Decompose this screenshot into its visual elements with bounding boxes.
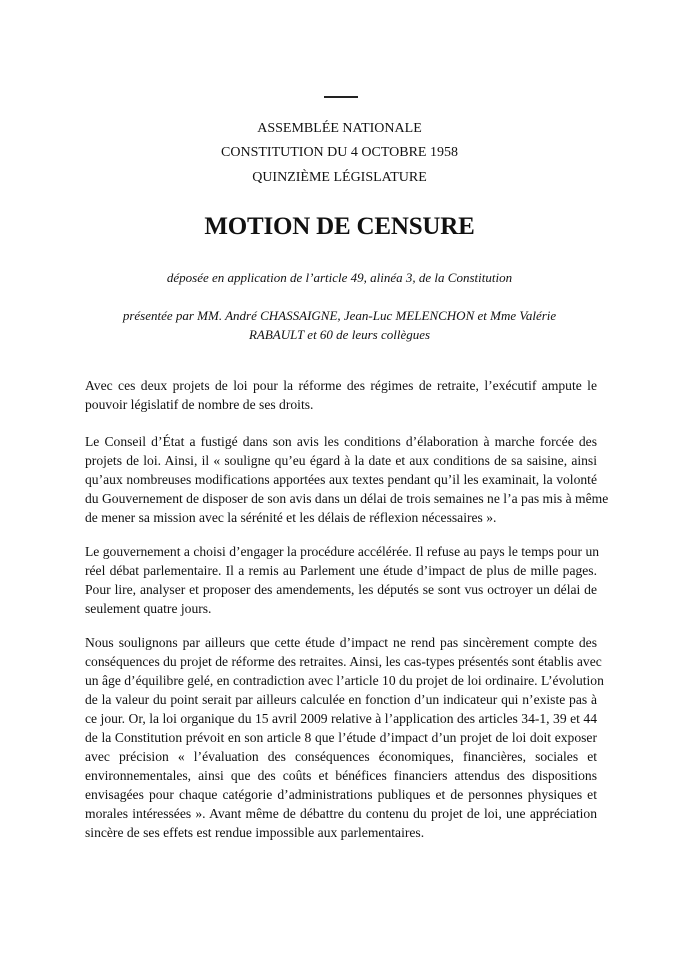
paragraph-4-line: sincère de ses effets est rendue impossible aux parlementaires. <box>85 825 425 840</box>
paragraph-2-line: projets de loi. Ainsi, il « souligne qu’eu égard à la date et aux conditions de sa saisine, ainsi <box>85 453 597 468</box>
paragraph-4-line: envisagées pour chaque catégorie d’administrations publiques et de personnes physiques et <box>85 787 597 802</box>
paragraph-3-line: Pour lire, analyser et proposer des amendements, les députés se sont vus octroyer un délai de <box>85 582 597 597</box>
document-subtitle: déposée en application de l’article 49, alinéa 3, de la Constitution <box>166 270 513 285</box>
paragraph-3-line: réel débat parlementaire. Il a remis au Parlement une étude d’impact de plus de mille pages. <box>85 563 597 578</box>
header-assembly: ASSEMBLÉE NATIONALE <box>257 121 422 136</box>
paragraph-2-line: de mener sa mission avec la sérénité et les délais de réflexion nécessaires ». <box>85 510 497 525</box>
paragraph-3-line: Le gouvernement a choisi d’engager la procédure accélérée. Il refuse au pays le temps pour un <box>85 544 600 559</box>
presenters-line-1: présentée par MM. André CHASSAIGNE, Jean-Luc MELENCHON et Mme Valérie <box>122 308 557 323</box>
paragraph-4-line: Nous soulignons par ailleurs que cette étude d’impact ne rend pas sincèrement compte des <box>85 635 597 650</box>
paragraph-1-line: pouvoir législatif de nombre de ses droits. <box>85 397 314 412</box>
paragraph-3-line: seulement quatre jours. <box>85 601 212 616</box>
document-title: MOTION DE CENSURE <box>204 213 475 240</box>
header-constitution: CONSTITUTION DU 4 OCTOBRE 1958 <box>221 145 458 160</box>
paragraph-4-line: ce jour. Or, la loi organique du 15 avril 2009 relative à l’application des articles 34-1, 39 et 44 <box>85 711 597 726</box>
paragraph-4-line: de la Constitution prévoit en son article 8 que l’étude d’impact d’un projet de loi doit exposer <box>85 730 597 745</box>
paragraph-4-line: morales intéressées ». Avant même de débattre du contenu du projet de loi, une appréciation <box>85 806 597 821</box>
paragraph-4-line: conséquences du projet de réforme des retraites. Ainsi, les cas-types présentés sont établis avec <box>85 654 602 669</box>
header-legislature: QUINZIÈME LÉGISLATURE <box>252 170 427 185</box>
presenters-line-2: RABAULT et 60 de leurs collègues <box>248 327 431 342</box>
paragraph-1-line: Avec ces deux projets de loi pour la réforme des régimes de retraite, l’exécutif ampute le <box>85 378 597 393</box>
paragraph-2-line: du Gouvernement de disposer de son avis dans un délai de trois semaines ne l’a pas mis à même <box>85 491 609 506</box>
paragraph-4-line: environnementales, ainsi que des coûts et bénéfices financiers attendus des dispositions <box>85 768 597 783</box>
paragraph-4-line: avec précision « l’évaluation des conséquences économiques, financières, sociales et <box>85 749 597 764</box>
paragraph-4-line: de la valeur du point serait par ailleurs calculée en fonction d’un indicateur qui n’existe pas à <box>85 692 597 707</box>
paragraph-4-line: un âge d’équilibre gelé, en contradiction avec l’article 10 du projet de loi ordinaire. L’évolution <box>85 673 604 688</box>
header-rule <box>324 96 358 98</box>
paragraph-2-line: qu’aux nombreuses modifications apportées aux textes pendant qu’il les examinait, la volonté <box>85 472 597 487</box>
paragraph-2-line: Le Conseil d’État a fustigé dans son avis les conditions d’élaboration à marche forcée des <box>85 434 597 449</box>
